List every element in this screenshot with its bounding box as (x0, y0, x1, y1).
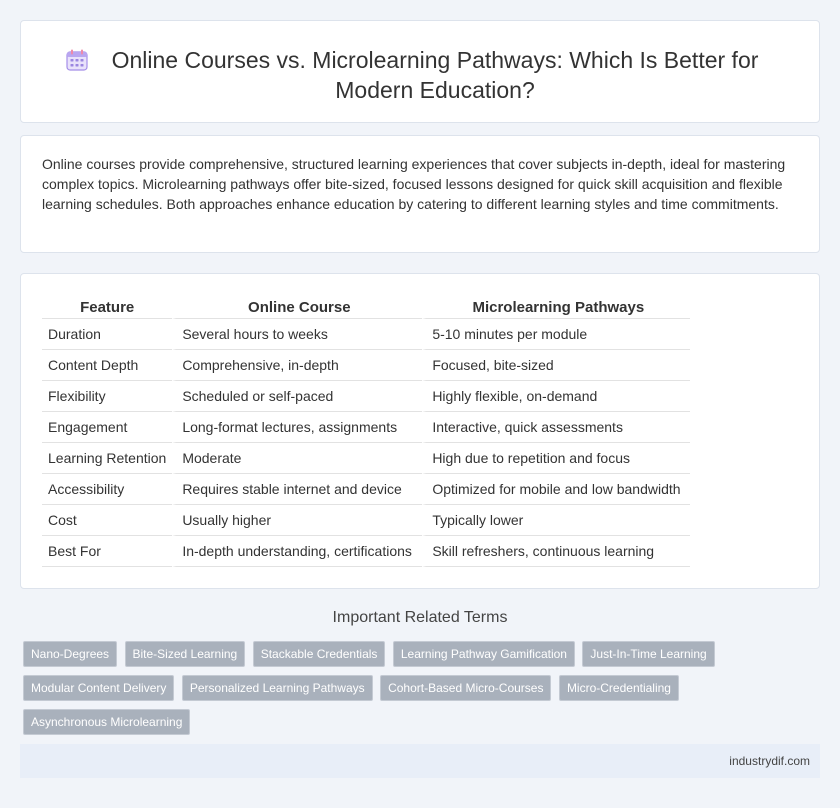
feature-cell: Engagement (42, 412, 172, 443)
header-online-course: Online Course (172, 295, 422, 319)
comparison-card (20, 273, 820, 589)
microlearning-cell: High due to repetition and focus (422, 443, 690, 474)
header-microlearning: Microlearning Pathways (422, 295, 690, 319)
table-row (42, 443, 690, 474)
microlearning-cell: Focused, bite-sized (422, 350, 690, 381)
feature-cell: Accessibility (42, 474, 172, 505)
online-course-cell: Long-format lectures, assignments (172, 412, 422, 443)
microlearning-cell: Interactive, quick assessments (422, 412, 690, 443)
microlearning-cell: 5-10 minutes per module (422, 319, 690, 350)
feature-cell: Flexibility (42, 381, 172, 412)
table-header-row (42, 295, 690, 319)
intro-paragraph: Online courses provide comprehensive, structured learning experiences that cover subjects in-depth, ideal for mastering complex topics. Microlearning pathways offer bite-sized, focused lessons designed for quick skill acquisition and flexible learning schedules. Both approaches enhance education by catering to different learning styles and time commitments. (42, 156, 786, 212)
table-row (42, 381, 690, 412)
feature-cell: Best For (42, 536, 172, 567)
microlearning-cell: Typically lower (422, 505, 690, 536)
related-term-tag[interactable]: Learning Pathway Gamification (393, 641, 575, 667)
header-feature: Feature (42, 295, 172, 319)
table-row (42, 474, 690, 505)
online-course-cell: In-depth understanding, certifications (172, 536, 422, 567)
title-wrap (21, 45, 819, 105)
table-row (42, 536, 690, 567)
table-row (42, 350, 690, 381)
intro-card (20, 135, 820, 253)
related-term-tag[interactable]: Micro-Credentialing (559, 675, 679, 701)
online-course-cell: Moderate (172, 443, 422, 474)
microlearning-cell: Highly flexible, on-demand (422, 381, 690, 412)
footer-site-link[interactable]: industrydif.com (729, 754, 810, 768)
related-term-tag[interactable]: Bite-Sized Learning (125, 641, 246, 667)
table-row (42, 505, 690, 536)
microlearning-cell: Optimized for mobile and low bandwidth (422, 474, 690, 505)
feature-cell: Duration (42, 319, 172, 350)
microlearning-cell: Skill refreshers, continuous learning (422, 536, 690, 567)
online-course-cell: Requires stable internet and device (172, 474, 422, 505)
page-title: Online Courses vs. Microlearning Pathways: Which Is Better for Modern Education? (111, 47, 759, 103)
related-term-tag[interactable]: Cohort-Based Micro-Courses (380, 675, 551, 701)
table-row (42, 412, 690, 443)
feature-cell: Learning Retention (42, 443, 172, 474)
related-term-tag[interactable]: Asynchronous Microlearning (23, 709, 190, 735)
table-row (42, 319, 690, 350)
feature-cell: Cost (42, 505, 172, 536)
title-card (20, 20, 820, 123)
feature-cell: Content Depth (42, 350, 172, 381)
online-course-cell: Scheduled or self-paced (172, 381, 422, 412)
online-course-cell: Several hours to weeks (172, 319, 422, 350)
related-term-tag[interactable]: Personalized Learning Pathways (182, 675, 373, 701)
related-term-tag[interactable]: Modular Content Delivery (23, 675, 174, 701)
related-terms-list (23, 641, 723, 743)
online-course-cell: Comprehensive, in-depth (172, 350, 422, 381)
footer (20, 744, 820, 778)
related-term-tag[interactable]: Stackable Credentials (253, 641, 386, 667)
online-course-cell: Usually higher (172, 505, 422, 536)
comparison-table (42, 295, 690, 567)
related-term-tag[interactable]: Just-In-Time Learning (582, 641, 714, 667)
related-term-tag[interactable]: Nano-Degrees (23, 641, 117, 667)
related-terms-title: Important Related Terms (332, 609, 508, 626)
